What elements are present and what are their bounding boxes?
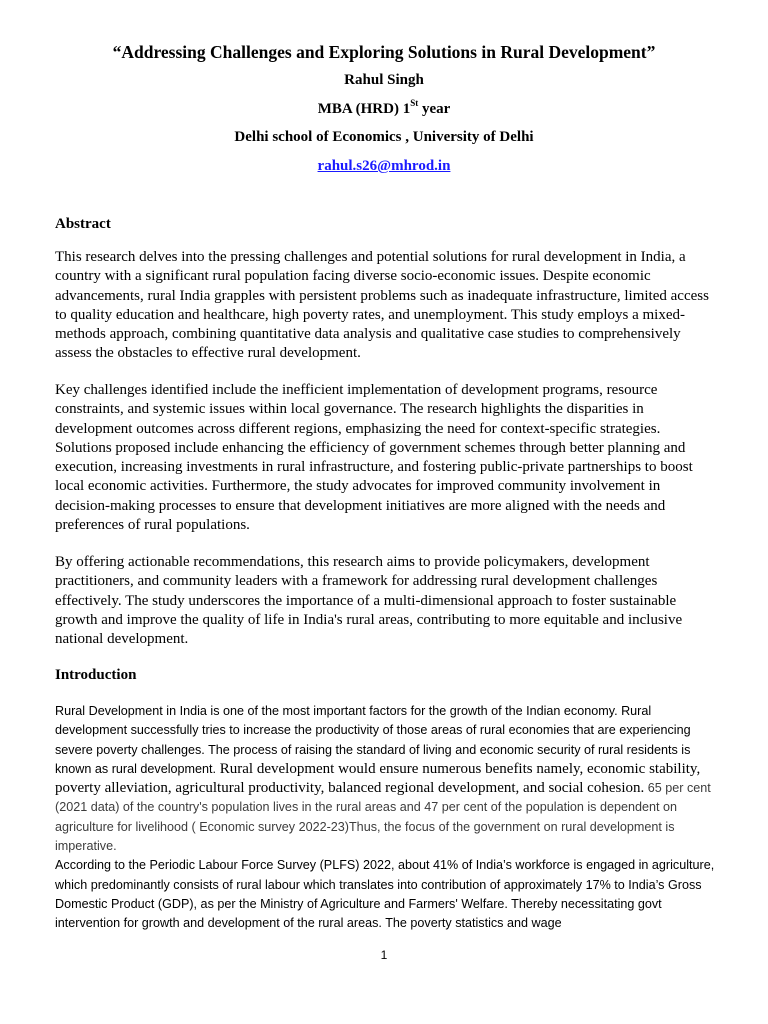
intro-text-part-1: Rural Development in India is one of the most important factors for the growth of the Indian economy. Rural development successfully tries to increase the productivity of those areas of rural economies that are experiencing severe poverty challenges. The process of raising the standard of living and economic security of rural residents is known as rural development. <box>55 704 691 776</box>
abstract-paragraph-3: By offering actionable recommendations, this research aims to provide policymakers, development practitioners, and community leaders with a framework for addressing rural development challenges effectively. The study underscores the importance of a multi-dimensional approach to foster sustainable growth and improve the quality of life in India's rural areas, contributing to more equitable and inclusive national development. <box>55 554 683 648</box>
abstract-paragraph-2: Key challenges identified include the inefficient implementation of development programs, resource constraints, and systemic issues within local governance. The research highlights the disparities in development outcomes across different regions, emphasizing the need for context-specific strategies. Solutions proposed include enhancing the efficiency of government schemes through better planning and execution, increasing investments in rural infrastructure, and fostering public-private partnerships to boost local economic activities. Furthermore, the study advocates for improved community involvement in decision-making processes to ensure that development initiatives are more aligned with the needs and preferences of rural populations. <box>55 382 693 534</box>
page-number: 1 <box>380 948 388 962</box>
author-name: Rahul Singh <box>344 72 424 88</box>
email-link[interactable]: rahul.s26@mhrod.in <box>317 158 451 174</box>
introduction-paragraph <box>55 702 723 934</box>
author-email <box>0 158 768 175</box>
author-program <box>0 99 768 118</box>
author-affiliation: Delhi school of Economics , University of Delhi <box>234 129 534 145</box>
paper-title: “Addressing Challenges and Exploring Solutions in Rural Development” <box>112 42 656 62</box>
intro-text-part-2: Rural development would ensure numerous benefits namely, economic stability, poverty alleviation, agricultural productivity, balanced regional development, and social cohesion. <box>55 760 701 797</box>
abstract-paragraph-1: This research delves into the pressing challenges and potential solutions for rural development in India, a country with a significant rural population facing diverse socio-economic issues. Despite economic advancements, rural India grapples with persistent problems such as inadequate infrastructure, limited access to quality education and healthcare, high poverty rates, and unemployment. This study employs a mixed-methods approach, combining quantitative data analysis and qualitative case studies to comprehensively assess the obstacles to effective rural development. <box>55 249 709 362</box>
introduction-heading: Introduction <box>55 667 137 683</box>
intro-text-part-3: 65 per cent (2021 data) of the country's population lives in the rural areas and 47 per cent of the population is dependent on agriculture for livelihood ( Economic survey 2022-23)Thus, the focus of the government on rural development is imperative. <box>55 781 711 854</box>
program-suffix: year <box>418 101 451 117</box>
program-prefix: MBA (HRD) 1 <box>317 101 411 117</box>
program-superscript: St <box>410 98 419 108</box>
abstract-heading: Abstract <box>55 216 111 232</box>
intro-text-part-4: According to the Periodic Labour Force Survey (PLFS) 2022, about 41% of India’s workforce is engaged in agriculture, which predominantly consists of rural labour which translates into contribution of approximately 17% to India’s Gross Domestic Product (GDP), as per the Ministry of Agriculture and Farmers' Welfare. Thereby necessitating govt intervention for growth and development of the rural areas. The poverty statistics and wage <box>55 858 715 931</box>
